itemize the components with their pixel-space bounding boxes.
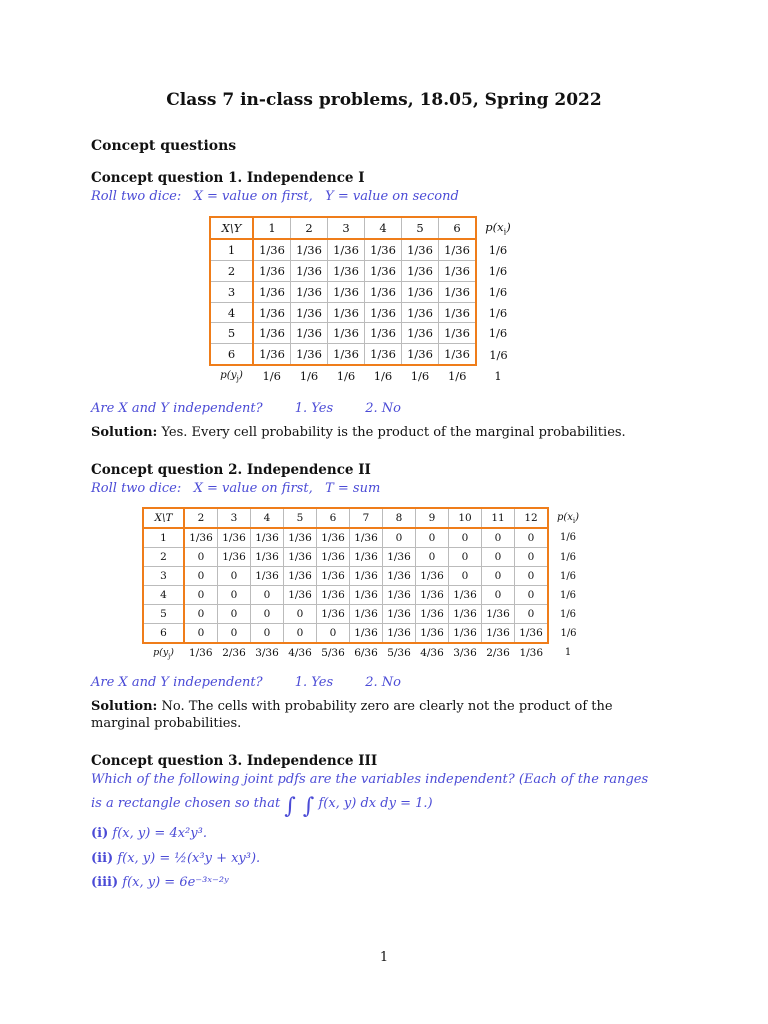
q2-cell: 0 (184, 624, 218, 644)
q3-item-ii (91, 851, 260, 866)
q1-total: 1 (494, 368, 502, 383)
q2-col-marginal: 2/36 (222, 647, 246, 659)
q2-cell: 1/36 (449, 605, 482, 624)
q2-cell: 0 (218, 567, 251, 586)
q1-cell: 1/36 (365, 260, 402, 281)
q1-cell: 1/36 (291, 344, 328, 365)
q2-cell: 0 (482, 586, 515, 605)
q1-row-label: 2 (210, 260, 253, 281)
q2-cell: 1/36 (482, 624, 515, 644)
q1-cell: 1/36 (439, 344, 477, 365)
q1-col-marginal: 1/6 (262, 369, 281, 384)
table-row (210, 239, 516, 260)
table-row (210, 323, 516, 344)
q2-question-line (91, 675, 429, 690)
q2-col-header: 9 (416, 508, 449, 528)
q2-cell: 0 (449, 548, 482, 567)
table-row (143, 548, 584, 567)
q3-text-integrand: f(x, y) dx dy = 1.) (318, 796, 433, 811)
q2-col-marginal: 1/36 (188, 647, 213, 659)
q2-cell: 0 (515, 528, 549, 548)
q2-cell: 1/36 (383, 548, 416, 567)
q2-col-header: 8 (383, 508, 416, 528)
q2-col-marginal: 4/36 (288, 647, 312, 659)
q1-cell: 1/36 (439, 302, 477, 323)
q2-cell: 1/36 (317, 548, 350, 567)
q1-setup: Roll two dice: X = value on first, Y = value on second (91, 189, 459, 204)
q2-cell: 1/36 (251, 548, 284, 567)
q2-cell: 1/36 (284, 586, 317, 605)
q2-corner-label: X\T (143, 508, 184, 528)
q2-col-marginal: 3/36 (255, 647, 279, 659)
q2-col-marginal: 4/36 (420, 647, 444, 659)
q2-cell: 1/36 (251, 528, 284, 548)
q2-cell: 0 (184, 567, 218, 586)
q1-col-header: 2 (291, 217, 328, 239)
q1-cell: 1/36 (253, 239, 291, 260)
q2-cell: 0 (184, 605, 218, 624)
q1-cell: 1/36 (253, 302, 291, 323)
q2-solution-label: Solution: (91, 699, 158, 714)
q2-col-header: 7 (350, 508, 383, 528)
q2-solution-text: No. The cells with probability zero are clearly not the product of the marginal probabilities. (91, 699, 613, 731)
integral-symbol: ∫ ∫ (284, 794, 315, 819)
table-row (210, 281, 516, 302)
q1-col-header: 6 (439, 217, 477, 239)
q2-option-yes: 1. Yes (294, 675, 334, 690)
q1-option-yes: 1. Yes (294, 401, 334, 416)
q1-cell: 1/36 (439, 239, 477, 260)
q3-heading: Concept question 3. Independence III (91, 753, 378, 769)
q2-cell: 0 (284, 624, 317, 644)
q2-row-label: 5 (143, 605, 184, 624)
q2-cell: 0 (218, 586, 251, 605)
q1-row-marginal: 1/6 (488, 242, 508, 257)
q2-heading: Concept question 2. Independence II (91, 462, 371, 478)
q1-cell: 1/36 (439, 281, 477, 302)
q1-cell: 1/36 (291, 323, 328, 344)
q1-col-marginal: 1/6 (299, 369, 319, 384)
page-number: 1 (379, 950, 389, 965)
q1-cell: 1/36 (328, 260, 365, 281)
q1-cell: 1/36 (328, 281, 365, 302)
q1-cell: 1/36 (328, 323, 365, 344)
q2-cell: 1/36 (350, 567, 383, 586)
q1-cell: 1/36 (291, 260, 328, 281)
q2-col-header: 6 (317, 508, 350, 528)
q1-cell: 1/36 (291, 239, 328, 260)
q2-cell: 0 (251, 586, 284, 605)
q1-col-marginal: 1/6 (410, 369, 430, 384)
q1-cell: 1/36 (365, 302, 402, 323)
q2-row-marginal: 1/6 (559, 608, 577, 620)
q1-row-label: 4 (210, 302, 253, 323)
q1-cell: 1/36 (365, 281, 402, 302)
q1-col-header: 3 (328, 217, 365, 239)
q1-joint-table (209, 216, 517, 386)
q2-cell: 0 (515, 567, 549, 586)
q3-text-before: Which of the following joint pdfs are the variables independent? (Each of the ranges is a rectangle chosen so that (91, 772, 649, 811)
q1-row-label: 5 (210, 323, 253, 344)
table-row (210, 260, 516, 281)
q2-cell: 1/36 (184, 528, 218, 548)
q3-item-iii-label: (iii) (91, 875, 119, 890)
table-row (143, 528, 584, 548)
q1-cell: 1/36 (402, 344, 439, 365)
section-heading: Concept questions (91, 138, 237, 154)
q1-cell: 1/36 (439, 260, 477, 281)
q2-cell: 1/36 (383, 605, 416, 624)
q1-row-marginal: 1/6 (488, 305, 508, 320)
q1-cell: 1/36 (402, 302, 439, 323)
q2-row-marginal: 1/6 (559, 589, 577, 601)
q2-cell: 0 (515, 586, 549, 605)
q3-text (91, 768, 651, 819)
q1-corner-label: X\Y (210, 217, 253, 239)
q2-cell: 1/36 (317, 605, 350, 624)
q2-setup: Roll two dice: X = value on first, T = sum (91, 481, 381, 496)
q2-cell: 1/36 (416, 624, 449, 644)
q2-row-label: 6 (143, 624, 184, 644)
q1-col-marginal: 1/6 (373, 369, 393, 384)
q1-row-marginal-label: $p(x_i)$ (485, 219, 511, 237)
q1-question: Are X and Y independent? (91, 401, 263, 416)
q2-row-label: 1 (143, 528, 184, 548)
q2-cell: 1/36 (482, 605, 515, 624)
q1-cell: 1/36 (253, 323, 291, 344)
q2-cell: 1/36 (218, 548, 251, 567)
q2-cell: 1/36 (515, 624, 549, 644)
q1-cell: 1/36 (291, 281, 328, 302)
q2-joint-table (142, 507, 585, 662)
q2-cell: 1/36 (383, 624, 416, 644)
q2-cell: 1/36 (284, 528, 317, 548)
q2-cell: 1/36 (317, 528, 350, 548)
q2-cell: 1/36 (383, 586, 416, 605)
q2-cell: 0 (482, 548, 515, 567)
q1-row-marginal: 1/6 (488, 326, 508, 341)
q2-cell: 0 (515, 605, 549, 624)
q2-cell: 1/36 (317, 586, 350, 605)
q2-cell: 0 (218, 624, 251, 644)
q2-question: Are X and Y independent? (91, 675, 263, 690)
q2-cell: 1/36 (251, 567, 284, 586)
table-row (143, 586, 584, 605)
q1-col-marginal-label: $p(y_j)$ (220, 369, 243, 384)
q2-cell: 0 (482, 528, 515, 548)
q2-row-label: 2 (143, 548, 184, 567)
q2-cell: 0 (449, 567, 482, 586)
q2-total: 1 (564, 647, 572, 658)
q2-col-header: 4 (251, 508, 284, 528)
table-row (210, 302, 516, 323)
q1-col-marginal: 1/6 (336, 369, 356, 384)
q2-col-marginal: 1/36 (519, 647, 544, 659)
q2-cell: 0 (184, 586, 218, 605)
q3-item-i-expr: f(x, y) = 4x²y³. (112, 826, 207, 841)
q2-cell: 1/36 (350, 624, 383, 644)
q2-col-marginal: 5/36 (387, 647, 411, 659)
q2-row-marginal: 1/6 (559, 532, 577, 544)
q2-row-label: 4 (143, 586, 184, 605)
q3-item-iii (91, 875, 229, 890)
page-title: Class 7 in-class problems, 18.05, Spring 2022 (166, 90, 602, 110)
q2-cell: 0 (515, 548, 549, 567)
q1-cell: 1/36 (402, 323, 439, 344)
table-row (143, 567, 584, 586)
q2-cell: 1/36 (416, 605, 449, 624)
q2-cell: 1/36 (350, 528, 383, 548)
q2-row-marginal: 1/6 (559, 570, 577, 582)
q1-col-marginal: 1/6 (447, 369, 467, 384)
q1-cell: 1/36 (253, 344, 291, 365)
q1-cell: 1/36 (328, 302, 365, 323)
q2-row-marginal: 1/6 (559, 551, 577, 563)
table-row (143, 624, 584, 644)
q2-cell: 0 (218, 605, 251, 624)
q2-cell: 1/36 (218, 528, 251, 548)
q2-cell: 0 (416, 548, 449, 567)
q2-cell: 0 (284, 605, 317, 624)
q2-cell: 1/36 (416, 567, 449, 586)
q1-cell: 1/36 (402, 260, 439, 281)
q2-col-header: 11 (482, 508, 515, 528)
q2-cell: 0 (251, 605, 284, 624)
q2-cell: 1/36 (350, 548, 383, 567)
q1-col-header: 4 (365, 217, 402, 239)
q2-col-header: 3 (218, 508, 251, 528)
q1-cell: 1/36 (253, 260, 291, 281)
q3-item-iii-expr: f(x, y) = 6e⁻³ˣ⁻²ʸ (122, 875, 229, 890)
q2-cell: 0 (482, 567, 515, 586)
q3-item-ii-label: (ii) (91, 851, 114, 866)
q2-cell: 1/36 (416, 586, 449, 605)
table-row (210, 344, 516, 365)
q1-row-label: 3 (210, 281, 253, 302)
q2-col-header: 12 (515, 508, 549, 528)
q2-cell: 1/36 (449, 624, 482, 644)
q2-cell: 0 (317, 624, 350, 644)
q3-item-ii-expr: f(x, y) = ½(x³y + xy³). (117, 851, 261, 866)
q2-cell: 1/36 (317, 567, 350, 586)
q1-cell: 1/36 (328, 239, 365, 260)
q1-row-label: 6 (210, 344, 253, 365)
q2-row-label: 3 (143, 567, 184, 586)
q2-cell: 0 (383, 528, 416, 548)
q2-row-marginal: 1/6 (560, 627, 577, 639)
q2-col-marginal: 2/36 (486, 647, 510, 659)
q1-solution-label: Solution: (91, 425, 158, 440)
q1-col-header: 1 (253, 217, 291, 239)
q1-row-marginal: 1/6 (488, 263, 508, 278)
q1-cell: 1/36 (365, 344, 402, 365)
q2-cell: 0 (251, 624, 284, 644)
q2-cell: 0 (449, 528, 482, 548)
q1-cell: 1/36 (365, 323, 402, 344)
q2-cell: 1/36 (284, 567, 317, 586)
q2-cell: 1/36 (350, 605, 383, 624)
q2-col-marginal: 3/36 (453, 647, 477, 659)
q2-cell: 1/36 (350, 586, 383, 605)
q1-solution-text: Yes. Every cell probability is the product of the marginal probabilities. (161, 425, 626, 440)
q1-solution (91, 424, 651, 441)
q1-row-label: 1 (210, 239, 253, 260)
q2-col-header: 5 (284, 508, 317, 528)
q2-col-marginal: 5/36 (321, 647, 345, 659)
q2-cell: 0 (184, 548, 218, 567)
q1-row-marginal: 1/6 (489, 347, 508, 362)
q2-solution (91, 698, 651, 732)
q2-cell: 0 (416, 528, 449, 548)
q1-row-marginal: 1/6 (488, 284, 508, 299)
q2-col-header: 10 (449, 508, 482, 528)
q2-option-no: 2. No (365, 675, 402, 690)
q2-cell: 1/36 (284, 548, 317, 567)
q1-cell: 1/36 (365, 239, 402, 260)
q3-item-i (91, 826, 207, 841)
q1-cell: 1/36 (291, 302, 328, 323)
q2-col-marginal: 6/36 (354, 647, 378, 659)
q1-cell: 1/36 (253, 281, 291, 302)
q1-col-header: 5 (402, 217, 439, 239)
q1-cell: 1/36 (439, 323, 477, 344)
q2-col-header: 2 (184, 508, 218, 528)
q3-item-i-label: (i) (91, 826, 109, 841)
q2-cell: 1/36 (449, 586, 482, 605)
q1-cell: 1/36 (402, 281, 439, 302)
q2-col-marginal-label: $p(y_j)$ (153, 646, 174, 660)
table-row (143, 605, 584, 624)
q1-cell: 1/36 (328, 344, 365, 365)
q1-question-line (91, 401, 429, 416)
q2-cell: 1/36 (383, 567, 416, 586)
q1-heading: Concept question 1. Independence I (91, 170, 365, 186)
q2-row-marginal-label: $p(x_i)$ (556, 511, 580, 525)
q1-option-no: 2. No (365, 401, 402, 416)
q1-cell: 1/36 (402, 239, 439, 260)
